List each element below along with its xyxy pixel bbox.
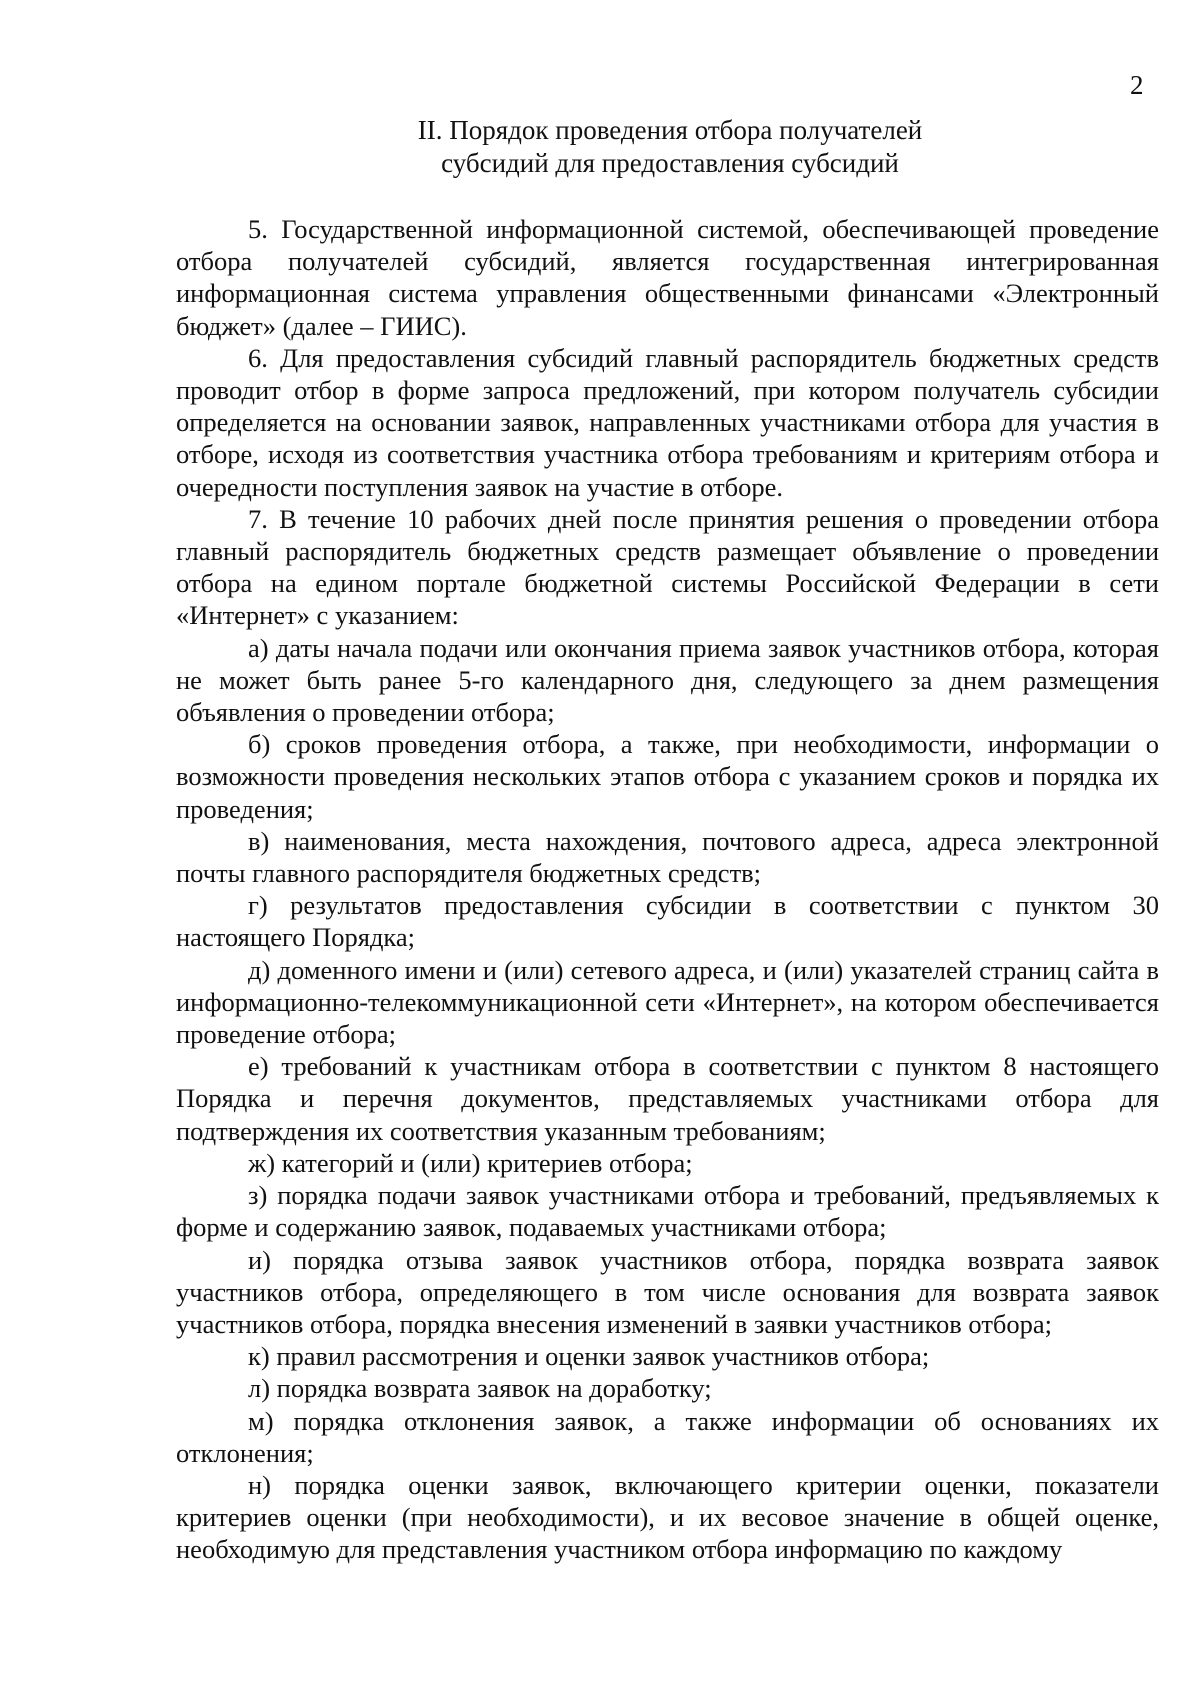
paragraph-7: 7. В течение 10 рабочих дней после принятия решения о проведении отбора главный распорядитель бюджетных средств размещает объявление о проведении отбора на едином портале бюджетной системы Российской Федерации в сети «Интернет» с указанием: xyxy=(176,503,1159,631)
list-item-i: и) порядка отзыва заявок участников отбора, порядка возврата заявок участников отбора, определяющего в том числе основания для возврата заявок участников отбора, порядка внесения изменений в заявки участников отбора; xyxy=(176,1244,1159,1339)
list-item-m: м) порядка отклонения заявок, а также информации об основаниях их отклонения; xyxy=(176,1405,1159,1468)
list-item-n: н) порядка оценки заявок, включающего критерии оценки, показатели критериев оценки (при необходимости), и их весовое значение в общей оценке, необходимую для представления участником отбора информацию по каждому xyxy=(176,1469,1159,1565)
list-item-z: з) порядка подачи заявок участниками отбора и требований, предъявляемых к форме и содержанию заявок, подаваемых участниками отбора; xyxy=(176,1180,1159,1243)
list-item-zh: ж) категорий и (или) критериев отбора; xyxy=(248,1147,693,1178)
list-item-v: в) наименования, места нахождения, почтового адреса, адреса электронной почты главного распорядителя бюджетных средств; xyxy=(176,825,1159,889)
paragraph-6: 6. Для предоставления субсидий главный распорядитель бюджетных средств проводит отбор в форме запроса предложений, при котором получатель субсидии определяется на основании заявок, направленных участниками отбора для участия в отборе, исходя из соответствия участника отбора требованиям и критериям отбора и очередности поступления заявок на участие в отборе. xyxy=(176,342,1159,502)
paragraph-5: 5. Государственной информационной системой, обеспечивающей проведение отбора получателей субсидий, является государственная интегрированная информационная система управления общественными финансами «Электронный бюджет» (далее – ГИИС). xyxy=(176,214,1159,341)
list-item-g: г) результатов предоставления субсидии в соответствии с пунктом 30 настоящего Порядка; xyxy=(176,890,1159,953)
list-item-a: а) даты начала подачи или окончания приема заявок участников отбора, которая не может быть ранее 5-го календарного дня, следующего за днем размещения объявления о проведении отбора; xyxy=(176,632,1159,728)
list-item-l: л) порядка возврата заявок на доработку; xyxy=(248,1373,712,1404)
list-item-d: д) доменного имени и (или) сетевого адреса, и (или) указателей страниц сайта в информационно-телекоммуникационной сети «Интернет», на котором обеспечивается проведение отбора; xyxy=(176,954,1159,1050)
page-number: 2 xyxy=(1130,70,1144,100)
list-item-e: е) требований к участникам отбора в соответствии с пунктом 8 настоящего Порядка и перечня документов, представляемых участниками отбора для подтверждения их соответствия указанным требованиям; xyxy=(176,1051,1159,1146)
section-title-line-2: субсидий для предоставления субсидий xyxy=(441,148,899,178)
section-title xyxy=(180,114,1160,180)
document-body xyxy=(176,213,1159,1566)
list-item-b: б) сроков проведения отбора, а также, при необходимости, информации о возможности проведения нескольких этапов отбора с указанием сроков и порядка их проведения; xyxy=(176,729,1159,824)
list-item-k: к) правил рассмотрения и оценки заявок участников отбора; xyxy=(248,1341,930,1372)
section-title-line-1: II. Порядок проведения отбора получателей xyxy=(417,115,923,145)
